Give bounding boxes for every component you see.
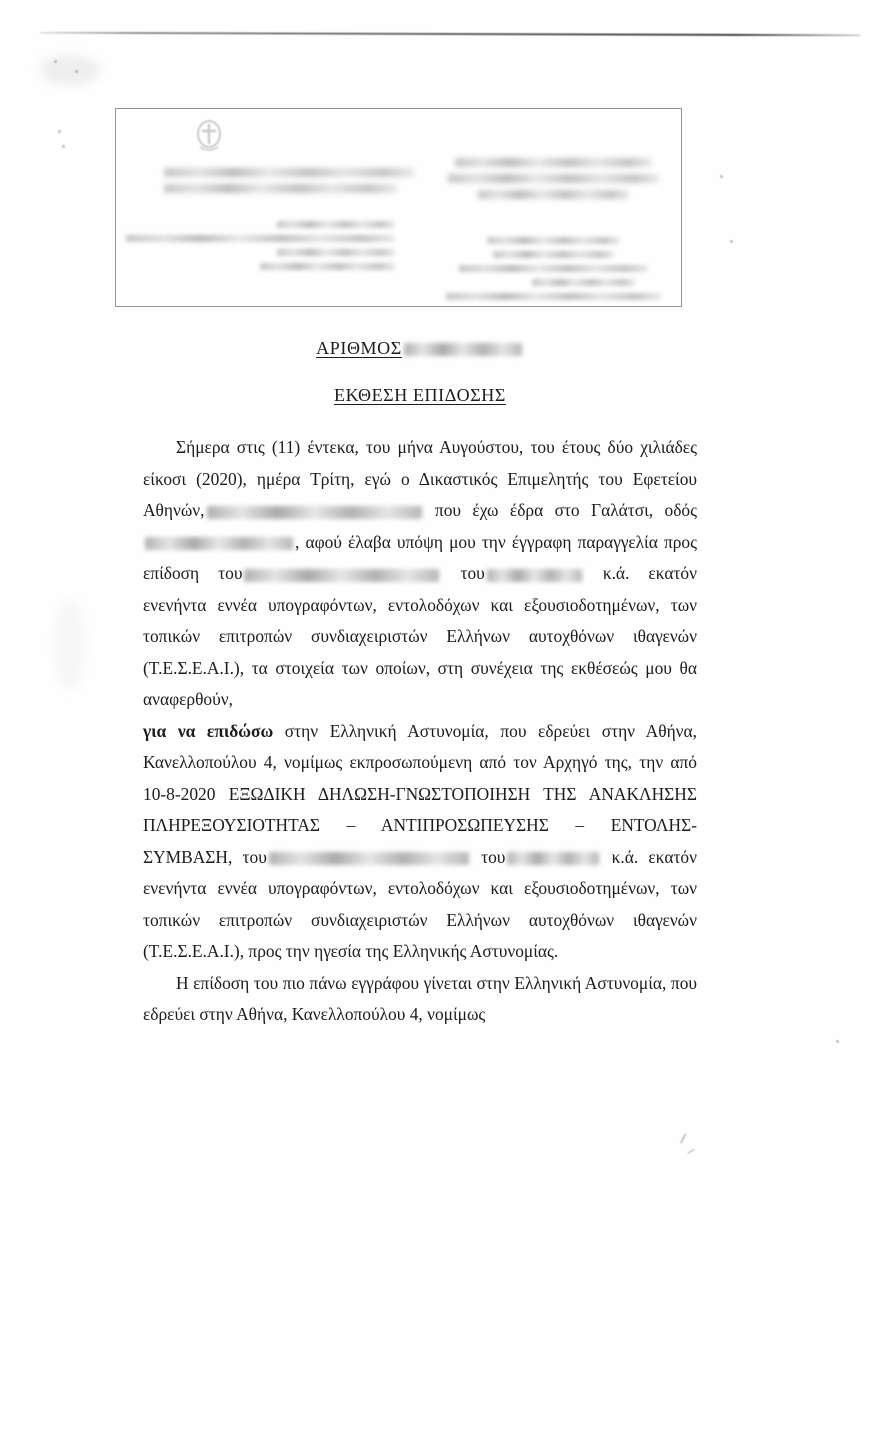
body-text-run: στην Ελληνική Αστυνομία, που εδρεύει στην Αθήνα, Κανελλοπούλου 4, νομίμως εκπροσωπούμενη από τον Αρχηγό της, την από 10-8-2020 ΕΞΩΔΙΚΗ ΔΗΛΩΣΗ-ΓΝΩΣΤΟΠΟΙΗΣΗ ΤΗΣ ΑΝΑΚΛΗΣΗΣ ΠΛΗΡΕΞΟΥΣΙΟΤΗΤΑΣ – ΑΝΤΙΠΡΟΣΩΠΕΥΣΗΣ – ΕΝΤΟΛΗΣ-ΣΥΜΒΑΣΗ, του [143,720,697,867]
redacted-text [277,221,395,228]
scan-speck [720,175,723,178]
scan-speck [58,130,61,133]
redacted-document-number [404,343,522,356]
letterhead-left-detail-block [126,214,406,277]
scan-speck [54,60,57,63]
body-text-run: κ.ά. εκατόν ενενήντα εννέα υπογραφόντων, εντολοδόχων και εξουσιοδοτημένων, των τοπικών επιτροπών συνδιαχειριστών Ελλήνων αυτοχθόνων ιθαγενών (Τ.Ε.Σ.Ε.Α.Ι.), τα στοιχεία των οποίων, στη συνέχεια της εκθέσεώς μου θα αναφερθούν, [143,563,697,709]
body-text-run: κ.ά. εκατόν ενενήντα εννέα υπογραφόντων, εντολοδόχων και εξουσιοδοτημένων, των τοπικών επιτροπών συνδιαχειριστών Ελλήνων αυτοχθόνων ιθαγενών (Τ.Ε.Σ.Ε.Α.Ι.), προς την ηγεσία της Ελληνικής Αστυνομίας. [143,846,697,961]
scan-speck [836,1040,839,1043]
body-text-run: του [481,846,506,867]
redacted-address [145,537,293,550]
scan-speck [62,145,65,148]
redacted-contact-text [446,293,661,300]
body-text-run: που έχω έδρα στο Γαλάτσι, οδός [434,500,697,520]
body-text-run: Η επίδοση του πιο πάνω εγγράφου γίνεται στην Ελληνική Αστυνομία, που εδρεύει στην Αθήνα, Κανελλοπούλου 4, νομίμως [143,972,697,1024]
redacted-name [487,569,582,582]
letterhead-right-column [446,151,661,307]
redacted-name [269,852,469,865]
redacted-text [448,174,659,183]
scan-speck [75,70,78,73]
redacted-text [459,265,648,272]
scan-edge-line [40,32,860,37]
redacted-name [507,852,599,865]
redacted-text [164,184,397,193]
scan-smudge [40,55,100,85]
letterhead-left-column [164,161,414,200]
page-title [143,385,697,406]
body-paragraph-1 [143,432,697,716]
document-number-row [143,338,697,359]
body-paragraph-3 [143,968,697,1031]
body-text-run: του [460,563,485,583]
scan-speck [730,240,733,243]
document-number-label: ΑΡΙΘΜΟΣ [316,338,402,358]
body-text-run: Σήμερα στις (11) έντεκα, του μήνα Αυγούστου, του έτους δύο χιλιάδες είκοσι (2020), ημέρα Τρίτη, εγώ ο Δικαστικός Επιμελητής του Εφετείου Αθηνών, [143,437,697,520]
body-emphasis-run: για να επιδώσω [143,720,274,741]
redacted-name [207,506,422,519]
ink-mark: ⸝ [686,1139,698,1158]
page-title-text: ΕΚΘΕΣΗ ΕΠΙΔΟΣΗΣ [334,385,506,405]
document-body [143,432,697,1031]
redacted-text [260,263,394,270]
redacted-text [164,168,414,177]
scan-smudge [55,600,85,690]
redacted-text [126,235,395,242]
redacted-name [244,569,439,582]
letterhead-box [115,108,682,307]
body-paragraph-2 [143,716,697,968]
redacted-text [493,251,613,258]
redacted-text [532,279,635,286]
body-text-run: , αφού έλαβα υπόψη μου την έγγραφη παραγγελία προς επίδοση του [143,531,697,583]
redacted-text [487,237,620,244]
redacted-text [455,158,653,167]
redacted-text [478,190,629,199]
ink-mark: ⸝ [672,1119,691,1148]
greek-state-emblem-icon [194,117,224,155]
redacted-text [277,249,395,256]
